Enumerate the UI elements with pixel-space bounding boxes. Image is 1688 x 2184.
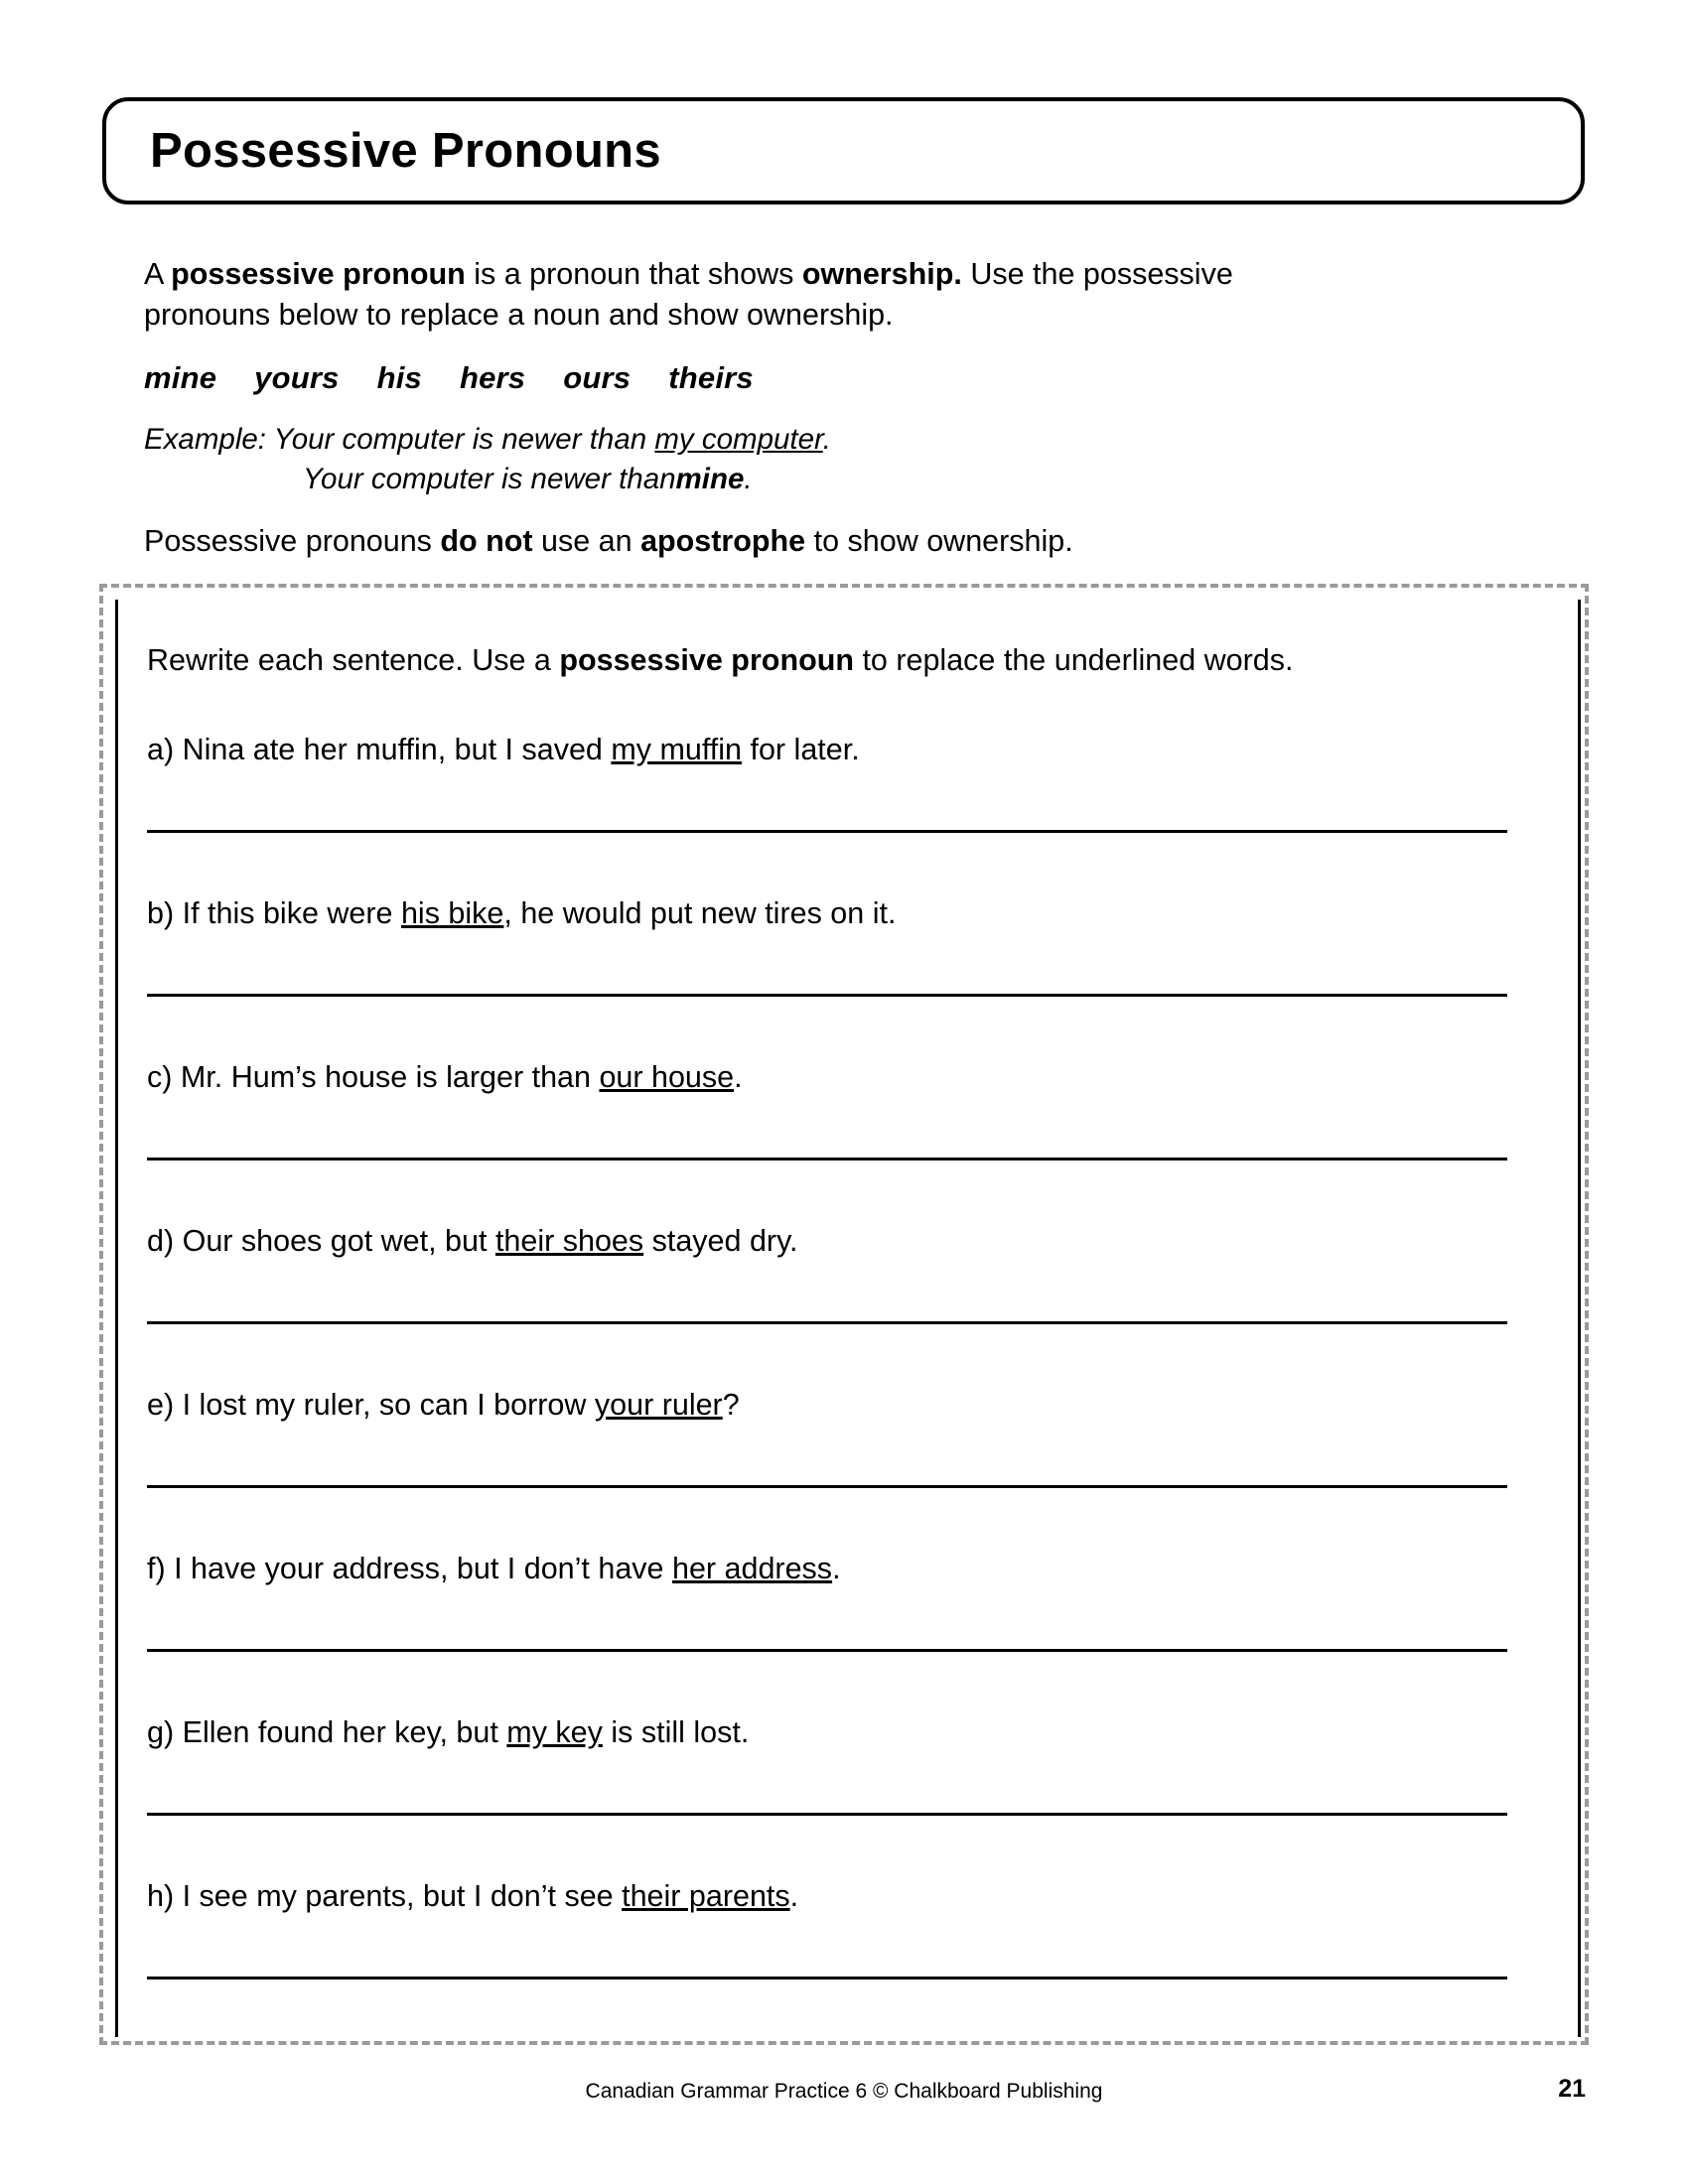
question-before-h: I see my parents, but I don’t see xyxy=(174,1879,623,1913)
page-title: Possessive Pronouns xyxy=(150,123,661,178)
question-before-e: I lost my ruler, so can I borrow xyxy=(174,1388,595,1422)
instruction-text-2: to replace the underlined words. xyxy=(853,643,1294,677)
question-item-b xyxy=(147,877,1512,1040)
answer-line-h[interactable] xyxy=(147,1977,1507,1979)
example-underlined-my-computer: my computer xyxy=(654,423,823,457)
question-after-a: for later. xyxy=(742,733,860,766)
question-label-d: d) xyxy=(147,1224,175,1258)
question-label-g: g) xyxy=(147,1715,175,1749)
answer-line-e[interactable] xyxy=(147,1485,1507,1488)
intro-bold-possessive-pronoun: possessive pronoun xyxy=(171,257,466,291)
pronoun-his: his xyxy=(376,360,422,396)
question-item-d xyxy=(147,1204,1512,1368)
instruction-bold-possessive-pronoun: possessive pronoun xyxy=(559,643,854,677)
example-block xyxy=(144,420,1554,498)
question-text-b xyxy=(147,877,1512,934)
question-item-f xyxy=(147,1532,1512,1696)
question-after-e: ? xyxy=(722,1388,740,1422)
page-number: 21 xyxy=(1558,2075,1586,2103)
question-item-g xyxy=(147,1696,1512,1859)
question-label-a: a) xyxy=(147,733,175,766)
footer-credit: Canadian Grammar Practice 6 © Chalkboard Publishing xyxy=(585,2080,1103,2103)
question-text-g xyxy=(147,1696,1512,1753)
question-text-a xyxy=(147,713,1512,770)
question-after-f: . xyxy=(832,1552,841,1585)
question-label-b: b) xyxy=(147,896,175,930)
question-text-d xyxy=(147,1204,1512,1262)
answer-line-b[interactable] xyxy=(147,994,1507,997)
activity-instruction xyxy=(147,641,1537,681)
question-underlined-f: her address xyxy=(671,1552,833,1585)
pronoun-ours: ours xyxy=(563,360,632,396)
note-text-2: use an xyxy=(532,524,641,559)
apostrophe-note xyxy=(144,524,1554,559)
question-label-h: h) xyxy=(147,1879,175,1913)
answer-line-d[interactable] xyxy=(147,1321,1507,1324)
intro-bold-ownership: ownership. xyxy=(801,257,962,291)
intro-line-2: pronouns below to replace a noun and show ownership. xyxy=(144,297,894,332)
title-box xyxy=(102,97,1585,205)
question-label-e: e) xyxy=(147,1388,175,1422)
question-item-c xyxy=(147,1040,1512,1204)
pronoun-theirs: theirs xyxy=(668,360,754,396)
example-text-1-end: . xyxy=(822,423,831,457)
question-underlined-h: their parents xyxy=(622,1879,790,1913)
question-before-g: Ellen found her key, but xyxy=(174,1715,507,1749)
question-after-b: , he would put new tires on it. xyxy=(503,896,897,930)
answer-line-a[interactable] xyxy=(147,830,1507,833)
intro-line-1 xyxy=(144,254,1554,295)
question-underlined-b: his bike xyxy=(400,896,504,930)
intro-text-2: is a pronoun that shows xyxy=(465,257,802,291)
question-text-f xyxy=(147,1532,1512,1589)
question-after-g: is still lost. xyxy=(602,1715,750,1749)
question-underlined-c: our house xyxy=(599,1060,735,1094)
pronoun-yours: yours xyxy=(254,360,340,396)
instruction-text-1: Rewrite each sentence. Use a xyxy=(147,643,560,677)
question-item-h xyxy=(147,1859,1512,2023)
question-label-c: c) xyxy=(147,1060,173,1094)
question-before-c: Mr. Hum’s house is larger than xyxy=(172,1060,600,1094)
question-after-h: . xyxy=(789,1879,799,1913)
question-text-h xyxy=(147,1859,1512,1917)
question-before-a: Nina ate her muffin, but I saved xyxy=(174,733,612,766)
example-line-2 xyxy=(144,460,1554,499)
pronoun-mine: mine xyxy=(144,360,217,396)
question-underlined-d: their shoes xyxy=(494,1224,644,1258)
question-before-f: I have your address, but I don’t have xyxy=(165,1552,672,1585)
example-label: Example: xyxy=(144,423,266,457)
question-text-c xyxy=(147,1040,1512,1098)
question-after-c: . xyxy=(734,1060,743,1094)
question-underlined-g: my key xyxy=(506,1715,603,1749)
example-bold-mine: mine xyxy=(675,462,745,495)
question-item-a xyxy=(147,713,1512,877)
example-text-2: Your computer is newer than xyxy=(303,462,676,495)
note-text-1: Possessive pronouns xyxy=(144,524,441,559)
intro-text-1: A xyxy=(144,257,172,291)
question-underlined-e: your ruler xyxy=(594,1388,723,1422)
intro-text-3: Use the possessive xyxy=(961,257,1233,291)
intro-section xyxy=(144,254,1554,559)
question-label-f: f) xyxy=(147,1552,166,1585)
question-text-e xyxy=(147,1368,1512,1426)
example-text-2-end: . xyxy=(744,462,753,495)
example-text-1: Your computer is newer than xyxy=(265,423,655,457)
question-after-d: stayed dry. xyxy=(643,1224,798,1258)
pronoun-hers: hers xyxy=(459,360,526,396)
example-line-1 xyxy=(144,420,1554,460)
question-underlined-a: my muffin xyxy=(611,733,743,766)
question-before-b: If this bike were xyxy=(174,896,401,930)
question-list xyxy=(147,713,1512,2023)
pronoun-list xyxy=(144,360,1554,396)
answer-line-g[interactable] xyxy=(147,1813,1507,1816)
question-item-e xyxy=(147,1368,1512,1532)
note-bold-apostrophe: apostrophe xyxy=(640,524,806,559)
answer-line-f[interactable] xyxy=(147,1649,1507,1652)
question-before-d: Our shoes got wet, but xyxy=(174,1224,495,1258)
note-text-3: to show ownership. xyxy=(805,524,1073,559)
note-bold-do-not: do not xyxy=(440,524,533,559)
answer-line-c[interactable] xyxy=(147,1158,1507,1160)
